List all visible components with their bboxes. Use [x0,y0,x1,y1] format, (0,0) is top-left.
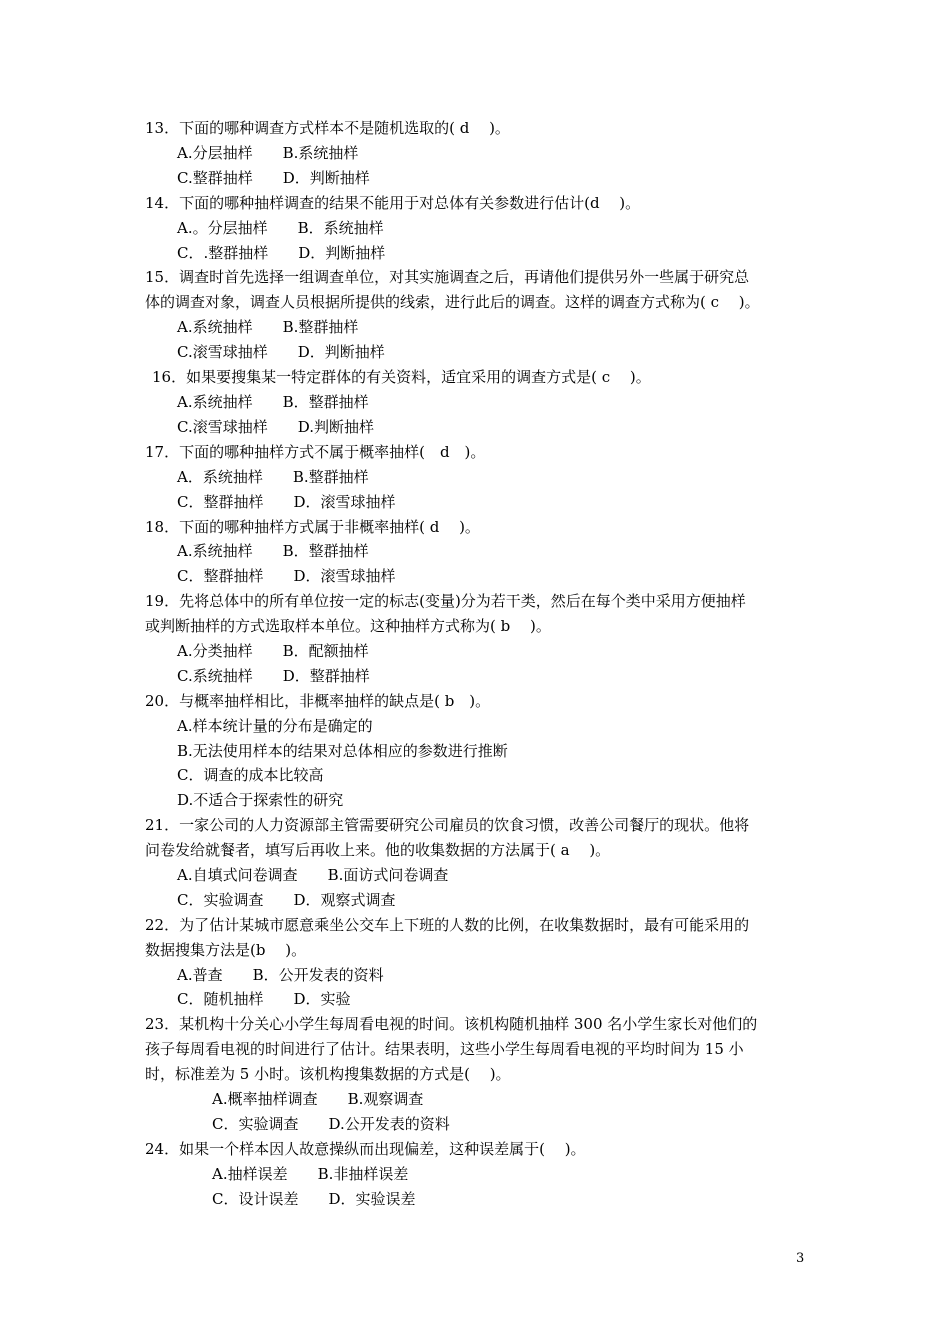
option-line: C．整群抽样 D．滚雪球抽样 [177,567,396,585]
question-16: 16．如果要搜集某一特定群体的有关资料，适宜采用的调查方式是( c )。 [152,368,651,386]
option-line: A.分层抽样 B.系统抽样 [177,144,359,162]
question-15-continued: 体的调查对象，调查人员根据所提供的线索，进行此后的调查。这样的调查方式称为( c )。 [145,293,760,311]
question-17: 17．下面的哪种抽样方式不属于概率抽样( d )。 [145,443,486,461]
question-21: 21．一家公司的人力资源部主管需要研究公司雇员的饮食习惯，改善公司餐厅的现状。他将 [145,816,750,834]
option-line: A.样本统计量的分布是确定的 [177,717,373,735]
question-23-continued: 时，标准差为 5 小时。该机构搜集数据的方式是( )。 [145,1065,511,1083]
question-15: 15．调查时首先选择一组调查单位，对其实施调查之后，再请他们提供另外一些属于研究总 [145,268,750,286]
question-22: 22．为了估计某城市愿意乘坐公交车上下班的人数的比例，在收集数据时，最有可能采用的 [145,916,750,934]
question-22-continued: 数据搜集方法是(b )。 [145,941,307,959]
option-line: A.概率抽样调查 B.观察调查 [212,1090,424,1108]
option-line: A.系统抽样 B．整群抽样 [177,393,369,411]
option-line: C．.整群抽样 D．判断抽样 [177,244,386,262]
option-line: C．实验调查 D.公开发表的资料 [212,1115,450,1133]
option-line: A.。分层抽样 B．系统抽样 [177,219,384,237]
option-line: C.滚雪球抽样 D.判断抽样 [177,418,374,436]
question-19-continued: 或判断抽样的方式选取样本单位。这种抽样方式称为( b )。 [145,617,551,635]
question-13: 13．下面的哪种调查方式样本不是随机选取的( d )。 [145,119,510,137]
question-14: 14．下面的哪种抽样调查的结果不能用于对总体有关参数进行估计(d )。 [145,194,641,212]
question-23: 23．某机构十分关心小学生每周看电视的时间。该机构随机抽样 300 名小学生家长对他们的 [145,1015,758,1033]
question-20: 20．与概率抽样相比，非概率抽样的缺点是( b )。 [145,692,491,710]
option-line: A.系统抽样 B．整群抽样 [177,542,369,560]
option-line: C．调查的成本比较高 [177,766,324,784]
question-19: 19．先将总体中的所有单位按一定的标志(变量)分为若干类，然后在每个类中采用方便抽样 [145,592,746,610]
option-line: C．随机抽样 D．实验 [177,990,351,1008]
question-24: 24．如果一个样本因人故意操纵而出现偏差，这种误差属于( )。 [145,1140,586,1158]
option-line: A.自填式问卷调查 B.面访式问卷调查 [177,866,449,884]
option-line: A.普查 B．公开发表的资料 [177,966,384,984]
option-line: A.抽样误差 B.非抽样误差 [212,1165,409,1183]
option-line: C．整群抽样 D．滚雪球抽样 [177,493,396,511]
option-line: C.整群抽样 D．判断抽样 [177,169,370,187]
option-line: C.系统抽样 D．整群抽样 [177,667,370,685]
question-23-continued: 孩子每周看电视的时间进行了估计。结果表明，这些小学生每周看电视的平均时间为 15 小 [145,1040,744,1058]
option-line: C.滚雪球抽样 D．判断抽样 [177,343,385,361]
question-21-continued: 问卷发给就餐者，填写后再收上来。他的收集数据的方法属于( a )。 [145,841,611,859]
question-18: 18．下面的哪种抽样方式属于非概率抽样( d )。 [145,518,480,536]
option-line: C．设计误差 D．实验误差 [212,1190,416,1208]
option-line: C．实验调查 D．观察式调查 [177,891,396,909]
option-line: A．系统抽样 B.整群抽样 [177,468,369,486]
option-line: A.分类抽样 B．配额抽样 [177,642,369,660]
option-line: D.不适合于探索性的研究 [177,791,344,809]
option-line: A.系统抽样 B.整群抽样 [177,318,359,336]
option-line: B.无法使用样本的结果对总体相应的参数进行推断 [177,742,508,760]
page-number: 3 [796,1251,805,1266]
